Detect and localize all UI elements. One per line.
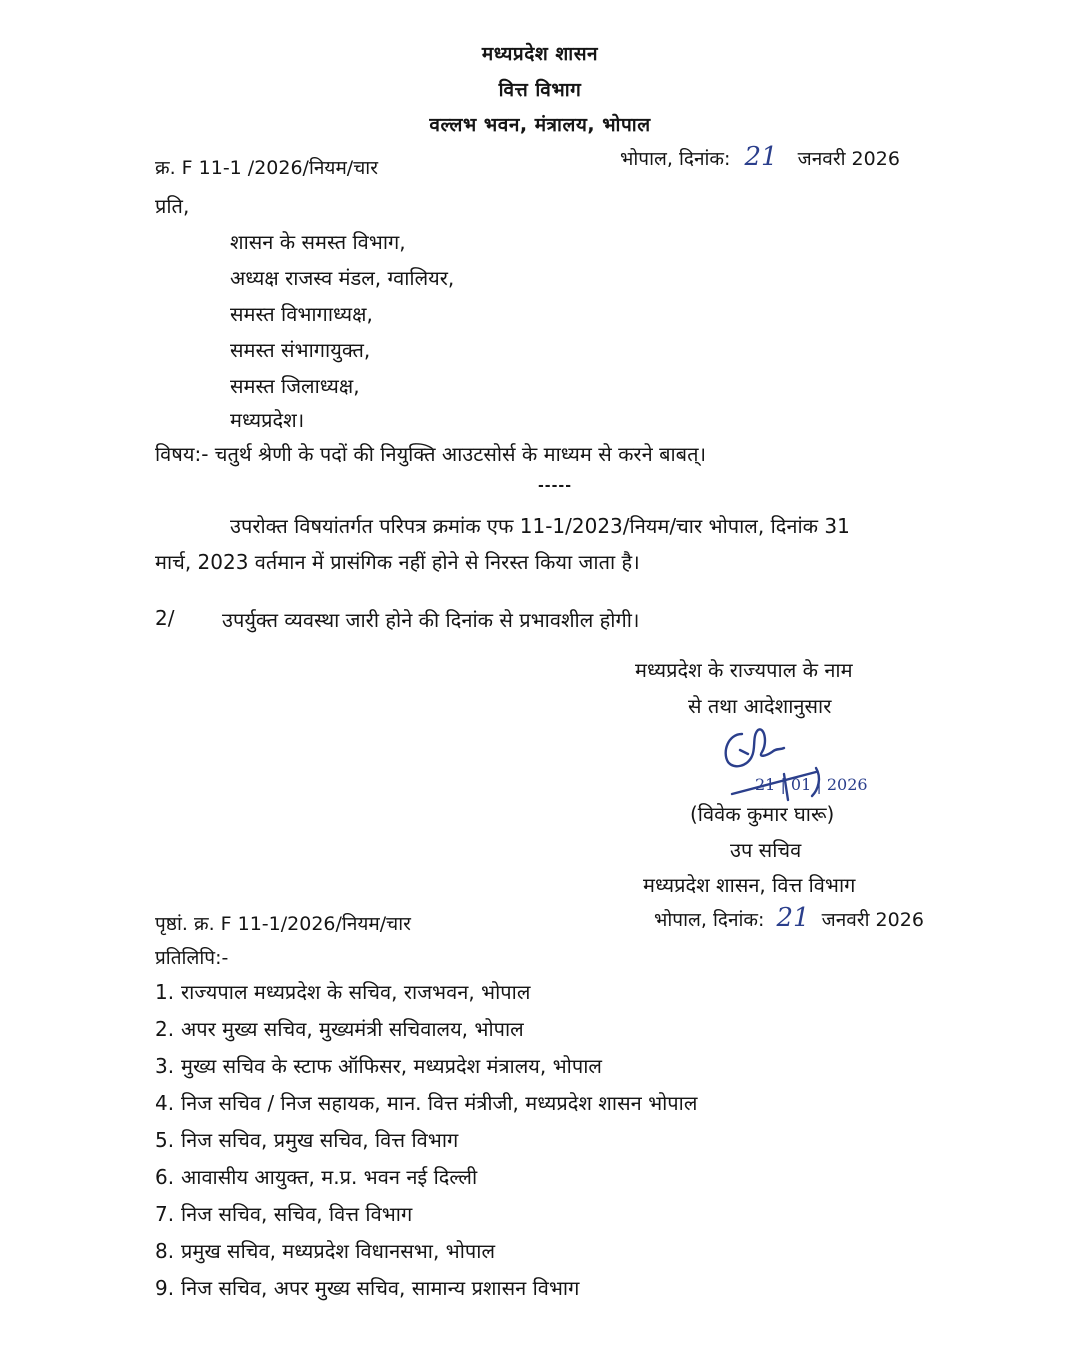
copy-item: 9. निज सचिव, अपर मुख्य सचिव, सामान्य प्रशासन विभाग (155, 1276, 580, 1300)
copy-item: 6. आवासीय आयुक्त, म.प्र. भवन नई दिल्ली (155, 1165, 478, 1189)
endorsement-date (654, 903, 924, 933)
copy-item: 7. निज सचिव, सचिव, वित्त विभाग (155, 1202, 413, 1226)
subject-line: विषय:- चतुर्थ श्रेणी के पदों की नियुक्ति आउटसोर्स के माध्यम से करने बाबत्। (155, 442, 707, 466)
handwritten-day: 21 (744, 142, 778, 172)
body-paragraph-1-line-1: उपरोक्त विषयांतर्गत परिपत्र क्रमांक एफ 11-1/2023/नियम/चार भोपाल, दिनांक 31 (230, 514, 850, 538)
date-prefix: भोपाल, दिनांक: (620, 148, 731, 170)
letterhead-government: मध्यप्रदेश शासन (481, 43, 599, 65)
authority-line-1: मध्यप्रदेश के राज्यपाल के नाम (635, 658, 853, 682)
addressee-line: समस्त जिलाध्यक्ष, (230, 374, 360, 398)
body-paragraph-2: उपर्युक्त व्यवस्था जारी होने की दिनांक से प्रभावशील होगी। (222, 608, 640, 632)
paragraph-2-number: 2/ (155, 606, 175, 630)
authority-line-2: से तथा आदेशानुसार (688, 694, 832, 718)
reference-date (620, 142, 900, 172)
date-month-year: जनवरी 2026 (797, 148, 900, 170)
addressee-line: अध्यक्ष राजस्व मंडल, ग्वालियर, (230, 266, 455, 290)
reference-number: क्र. F 11-1 /2026/नियम/चार (155, 157, 378, 179)
copy-item: 3. मुख्य सचिव के स्टाफ ऑफिसर, मध्यप्रदेश मंत्रालय, भोपाल (155, 1054, 602, 1078)
body-paragraph-1-line-2: मार्च, 2023 वर्तमान में प्रासंगिक नहीं होने से निरस्त किया जाता है। (155, 550, 640, 574)
addressee-line: समस्त विभागाध्यक्ष, (230, 302, 373, 326)
addressee-line: शासन के समस्त विभाग, (230, 230, 406, 254)
copy-item: 5. निज सचिव, प्रमुख सचिव, वित्त विभाग (155, 1128, 459, 1152)
letterhead-address: वल्लभ भवन, मंत्रालय, भोपाल (429, 114, 651, 136)
addressee-line: समस्त संभागायुक्त, (230, 338, 371, 362)
signatory-designation: उप सचिव (730, 838, 802, 862)
salutation: प्रति, (155, 194, 190, 218)
signed-date: 21 | 01 | 2026 (755, 775, 868, 794)
signatory-office: मध्यप्रदेश शासन, वित्त विभाग (643, 873, 856, 897)
handwritten-day: 21 (776, 903, 810, 933)
letterhead-department: वित्त विभाग (498, 79, 582, 101)
copy-list (155, 974, 697, 1307)
date-month-year: जनवरी 2026 (821, 909, 924, 931)
copy-item: 1. राज्यपाल मध्यप्रदेश के सचिव, राजभवन, भोपाल (155, 980, 531, 1004)
separator: ----- (538, 478, 573, 494)
copy-item: 8. प्रमुख सचिव, मध्यप्रदेश विधानसभा, भोपाल (155, 1239, 496, 1263)
copy-item: 2. अपर मुख्य सचिव, मुख्यमंत्री सचिवालय, भोपाल (155, 1017, 524, 1041)
signatory-name: (विवेक कुमार घारू) (690, 802, 835, 826)
copy-label: प्रतिलिपि:- (155, 947, 229, 969)
endorsement-number: पृष्ठां. क्र. F 11-1/2026/नियम/चार (155, 913, 411, 935)
copy-item: 4. निज सचिव / निज सहायक, मान. वित्त मंत्रीजी, मध्यप्रदेश शासन भोपाल (155, 1091, 698, 1115)
addressee-line: मध्यप्रदेश। (230, 408, 305, 432)
date-prefix: भोपाल, दिनांक: (654, 909, 765, 931)
